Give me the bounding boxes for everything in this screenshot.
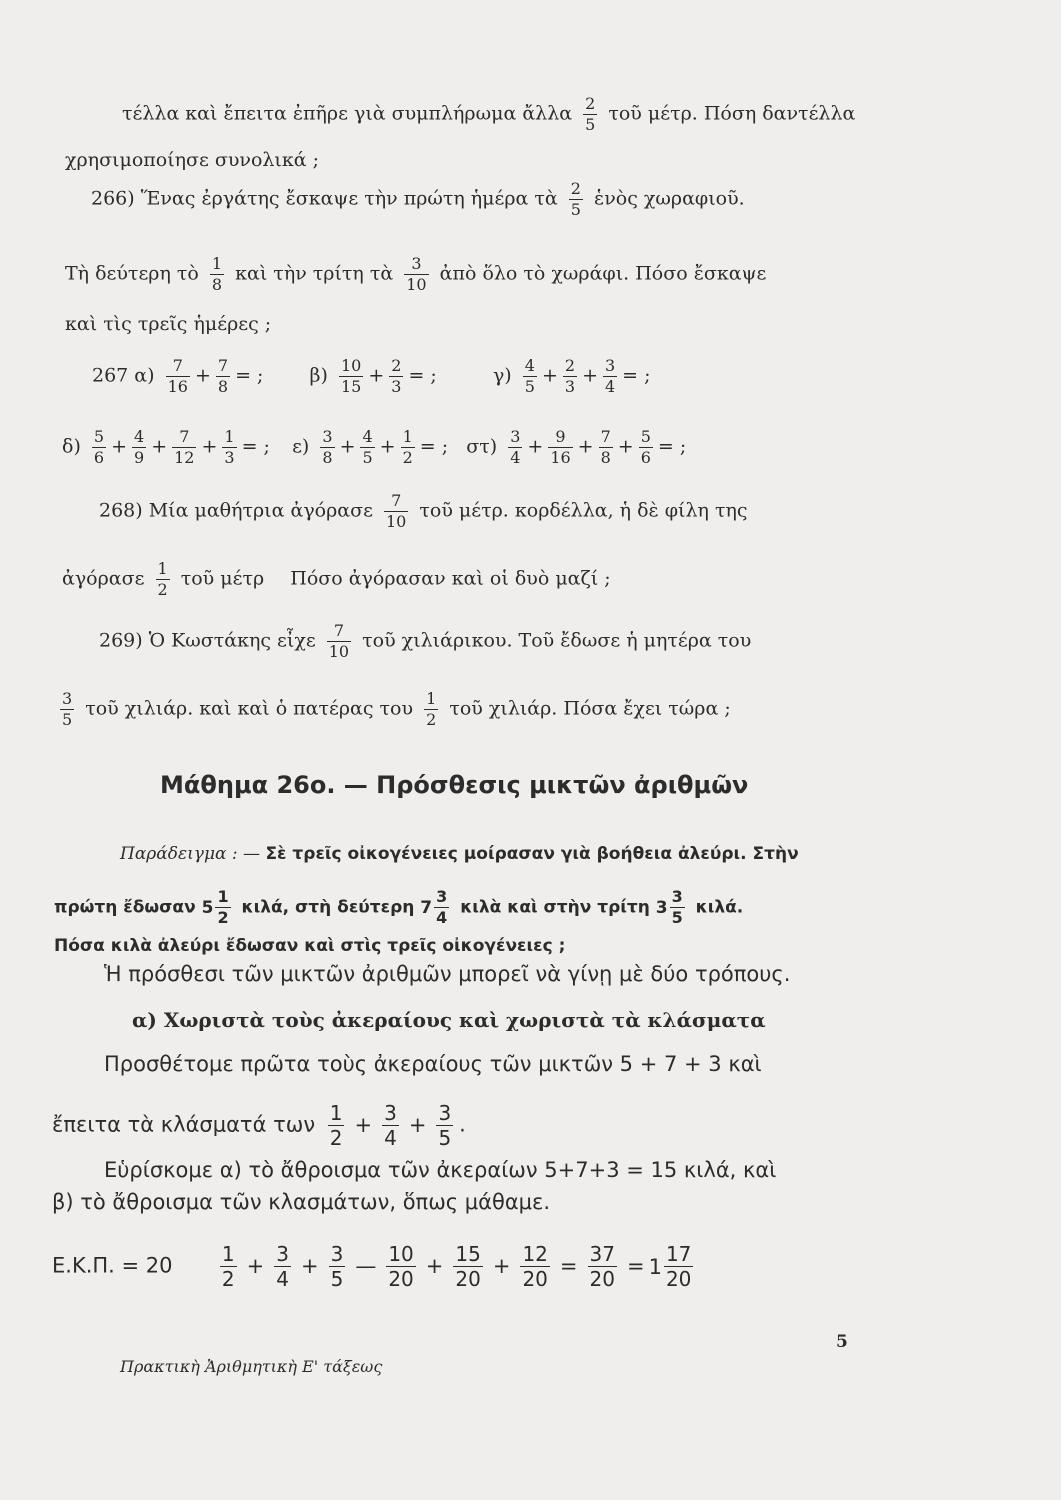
example-line2 [54,888,743,927]
operator: + [541,364,558,387]
fraction [60,690,74,729]
operator: + [201,435,218,458]
text-fragment: ἀπὸ ὅλο τὸ χωράφι. Πόσο ἔσκαψε [439,262,767,285]
numerator: 3 [671,887,683,906]
text-fragment: 268) Μία μαθήτρια ἀγόρασε [99,499,373,522]
problem-267-row2 [62,428,686,467]
numerator: 2 [564,356,576,375]
numerator: 7 [179,427,190,446]
operator: + [368,364,385,387]
operator: + [194,364,211,387]
text-fragment: 266) Ἕνας ἐργάτης ἔσκαψε τὴν πρώτη ἡμέρα τὰ [91,187,558,210]
denominator: 4 [276,1267,289,1291]
text-fragment: 269) Ὁ Κωστάκης εἶχε [99,629,316,652]
denominator: 8 [211,275,223,294]
numerator: 12 [522,1242,548,1266]
fraction [156,560,170,599]
denominator: 4 [604,377,616,396]
text-fragment: Τὴ δεύτερη τὸ [65,262,199,285]
numerator: 3 [438,1101,452,1125]
text-line [122,95,855,134]
body-line: Προσθέτομε πρῶτα τοὺς ἀκεραίους τῶν μικτῶν 5 + 7 + 3 καὶ [104,1052,762,1076]
text-line: χρησιμοποίησε συνολικά ; [65,149,320,171]
denominator: 6 [640,448,651,467]
operator: + [577,435,594,458]
example-line3: Πόσα κιλὰ ἀλεύρι ἔδωσαν καὶ στὶς τρεῖς οἰκογένειες ; [54,936,566,956]
mixed-number [649,1243,700,1290]
fraction [382,1102,399,1149]
lcm-label: Ε.Κ.Π. = 20 [52,1253,173,1278]
denominator: 2 [157,580,168,599]
numerator: 1 [329,1101,343,1125]
fraction [563,357,577,396]
body-line: Εὑρίσκομε α) τὸ ἄθροισμα τῶν ἀκεραίων 5+7+3 = 15 κιλά, καὶ [104,1158,777,1182]
numerator: 1 [211,254,223,273]
denominator: 2 [329,1126,343,1150]
text-fragment: ἔπειτα τὰ κλάσματά των [52,1112,316,1137]
fraction [404,255,428,294]
denominator: 2 [402,448,413,467]
numerator: 7 [333,621,344,640]
denominator: 2 [221,1267,235,1291]
calculation-line: Ε.Κ.Π. = 20 $\frac{1}{2}$ + $\frac{3}{4}$ + $\frac{3}{5}$ — $\frac{10}{20}$ + $\frac{15}{20}$ + $\frac{12}{20}$ = $\frac{37}{20}$ = 1 $\frac{17}{20}$ [52,1243,699,1290]
fraction [583,95,597,134]
denominator: 5 [330,1267,344,1291]
whole-part: 1 [648,1254,662,1279]
numerator: 1 [157,559,168,578]
numerator: 7 [217,356,229,375]
denominator: 4 [436,908,448,927]
numerator: 5 [640,427,651,446]
operator: + [339,435,356,458]
operator: + [151,435,168,458]
numerator: 15 [455,1242,481,1266]
fraction [424,690,438,729]
text-fragment: τοῦ μέτρ. κορδέλλα, ἡ δὲ φίλη της [419,499,748,522]
problem-266-line2 [65,255,766,294]
numerator: 17 [665,1242,692,1266]
numerator: 4 [362,427,373,446]
operator: = ; [622,364,651,387]
denominator: 15 [341,377,362,396]
body-line: β) τὸ ἄθροισμα τῶν κλασμάτων, ὅπως μάθαμε. [52,1190,551,1214]
denominator: 16 [550,448,571,467]
fraction [386,1243,415,1290]
example-label: Παράδειγμα : — [120,844,261,864]
fraction [132,428,146,467]
text-fragment: τοῦ χιλιάρ. Πόσα ἔχει τώρα ; [449,697,731,720]
fraction [569,180,583,219]
numerator: 10 [341,356,362,375]
text-fragment: ἀγόρασε [62,567,145,590]
exercise-label: δ) [62,435,81,458]
fraction [599,428,613,467]
whole-part: 5 [201,897,214,918]
denominator: 10 [328,642,350,661]
denominator: 5 [438,1126,452,1150]
problem-268-line1 [99,492,748,531]
fraction [401,428,415,467]
text-fragment: τοῦ χιλιάρικου. Τοῦ ἔδωσε ἡ μητέρα του [362,629,752,652]
mixed-number [202,888,236,927]
text-fragment: τοῦ χιλιάρ. καὶ καὶ ὁ πατέρας του [85,697,414,720]
mixed-number [656,888,690,927]
fraction [434,888,449,927]
text-fragment: τέλλα καὶ ἔπειτα ἐπῆρε γιὰ συμπλήρωμα ἄλλα [122,102,573,125]
fraction [508,428,522,467]
operator: + [379,435,396,458]
text-fragment: πρώτη ἔδωσαν [54,897,196,918]
body-line-fractions: ἔπειτα τὰ κλάσματά των $\frac{1}{2}$ + $\frac{3}{4}$ + $\frac{3}{5}$ . [52,1101,466,1150]
operator: = ; [241,435,270,458]
fraction [588,1243,617,1290]
fraction [664,1243,693,1290]
numerator: 3 [604,356,616,375]
denominator: 16 [167,377,188,396]
numerator: 1 [217,887,229,906]
operator: + [111,435,128,458]
fraction [92,428,106,467]
fraction [548,428,572,467]
fraction [453,1243,482,1290]
numerator: 1 [221,1242,235,1266]
numerator: 37 [589,1242,615,1266]
lesson-title: Μάθημα 26ο. — Πρόσθεσις μικτῶν ἀριθμῶν [160,771,749,799]
denominator: 4 [384,1126,397,1150]
denominator: 5 [62,710,73,729]
fraction [670,888,685,927]
numerator: 3 [510,427,521,446]
denominator: 5 [524,377,535,396]
denominator: 3 [391,377,402,396]
fraction [222,428,236,467]
numerator: 4 [134,427,145,446]
exercise-label: β) [309,364,328,387]
numerator: 2 [570,179,581,198]
exercise-label: στ) [466,435,498,458]
problem-267-row1 [92,357,651,396]
fraction [360,428,374,467]
fraction [639,428,653,467]
problem-269-line1 [99,622,751,661]
text-fragment: κιλὰ καὶ στὴν τρίτη [460,897,650,918]
text-fragment: κιλά. [695,897,744,918]
denominator: 20 [665,1267,692,1291]
exercise-label: ε) [292,435,310,458]
numerator: 3 [384,1101,397,1125]
denominator: 5 [671,908,683,927]
denominator: 8 [322,448,333,467]
whole-part: 7 [420,897,433,918]
example-line1 [120,842,799,866]
numerator: 3 [411,254,422,273]
fraction [172,428,196,467]
denominator: 5 [585,115,596,134]
numerator: 7 [391,491,402,510]
numerator: 5 [93,427,105,446]
denominator: 2 [217,908,229,927]
numerator: 3 [276,1242,289,1266]
operator: = ; [419,435,449,458]
denominator: 6 [93,448,105,467]
fraction [216,357,230,396]
numerator: 7 [172,356,183,375]
problem-266-line3: καὶ τὶς τρεῖς ἡμέρες ; [65,313,272,335]
numerator: 4 [524,356,535,375]
fraction [329,1243,346,1290]
denominator: 12 [174,448,195,467]
numerator: 1 [402,427,413,446]
numerator: 9 [555,427,566,446]
numerator: 1 [224,427,235,446]
denominator: 10 [385,512,407,531]
operator: + [617,435,634,458]
mixed-number [420,888,454,927]
fraction [339,357,363,396]
fraction [523,357,537,396]
fraction [603,357,617,396]
denominator: 9 [134,448,145,467]
denominator: 8 [217,377,229,396]
text-fragment: Σὲ τρεῖς οἰκογένειες μοίρασαν γιὰ βοήθεια ἀλεύρι. Στὴν [265,844,799,864]
numerator: 2 [585,94,596,113]
method-heading: α) Χωριστὰ τοὺς ἀκεραίους καὶ χωριστὰ τὰ κλάσματα [132,1008,766,1032]
fraction [320,428,334,467]
text-fragment: τοῦ μέτρ. Πόση δαντέλλα [608,102,856,125]
operator: = ; [235,364,264,387]
numerator: 3 [330,1242,344,1266]
numerator: 10 [388,1242,414,1266]
fraction [220,1243,237,1290]
denominator: 20 [388,1267,414,1291]
text-fragment: τοῦ μέτρ [180,567,265,590]
denominator: 20 [455,1267,481,1291]
fraction [166,357,190,396]
numerator: 3 [322,427,333,446]
denominator: 8 [600,448,611,467]
exercise-label: 267 α) [92,364,155,387]
body-line: Ἡ πρόσθεσι τῶν μικτῶν ἀριθμῶν μπορεῖ νὰ γίνῃ μὲ δύο τρόπους. [104,962,791,986]
operator: + [527,435,544,458]
denominator: 3 [224,448,235,467]
numerator: 2 [391,356,402,375]
fraction [384,492,408,531]
denominator: 20 [522,1267,548,1291]
fraction [327,622,351,661]
denominator: 3 [564,377,576,396]
numerator: 1 [426,689,437,708]
fraction [520,1243,549,1290]
whole-part: 3 [655,897,668,918]
text-fragment: ἑνὸς χωραφιοῦ. [594,187,745,210]
fraction [210,255,224,294]
fraction [436,1102,453,1149]
fraction [274,1243,291,1290]
operator: + [582,364,598,387]
problem-269-line2 [55,690,731,729]
footer-book-title: Πρακτικὴ Ἀριθμητικὴ Ε' τάξεως [120,1357,383,1376]
problem-266-line1 [91,180,745,219]
denominator: 2 [426,710,437,729]
fraction [389,357,403,396]
denominator: 10 [406,275,427,294]
problem-268-line2 [62,560,611,599]
operator: = ; [408,364,437,387]
fraction [328,1102,345,1149]
denominator: 5 [570,200,581,219]
fraction [215,888,230,927]
exercise-label: γ) [492,364,512,387]
operator: = ; [657,435,687,458]
page-number: 5 [836,1332,848,1352]
denominator: 4 [510,448,521,467]
text-fragment: Πόσο ἀγόρασαν καὶ οἱ δυὸ μαζί ; [290,567,611,590]
numerator: 3 [62,689,73,708]
denominator: 20 [589,1267,615,1291]
text-fragment: κιλά, στὴ δεύτερη [241,897,415,918]
numerator: 7 [600,427,611,446]
text-fragment: καὶ τὴν τρίτη τὰ [235,262,394,285]
numerator: 3 [436,887,448,906]
denominator: 5 [362,448,373,467]
